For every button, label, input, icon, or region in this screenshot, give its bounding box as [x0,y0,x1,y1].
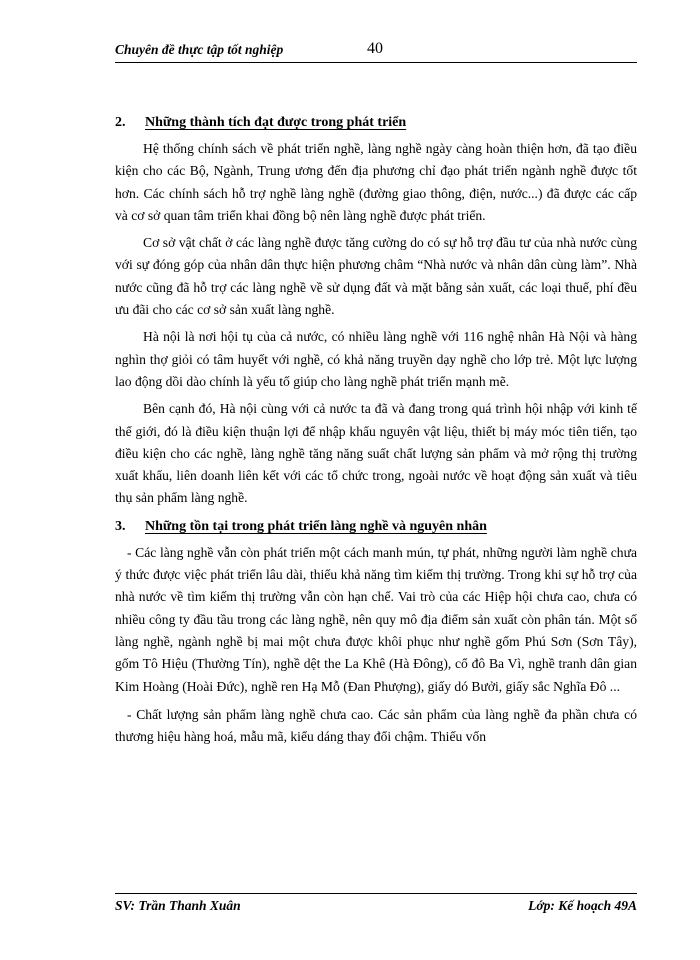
section-2-paragraph: Hà nội là nơi hội tụ của cả nước, có nhiều làng nghề với 116 nghệ nhân Hà Nội và hàng nghìn thợ giỏi có tâm huyết với nghề, có khả năng truyền dạy nghề cho lớp trẻ. Một lực lượng lao động dồi dào chính là yếu tố giúp cho làng nghề phát triển mạnh mẽ. [115,329,637,389]
footer-class: Lớp: Kế hoạch 49A [528,898,637,913]
section-3-title: Những tồn tại trong phát triển làng nghề và nguyên nhân [145,518,487,534]
section-2-paragraph: Bên cạnh đó, Hà nội cùng với cả nước ta đã và đang trong quá trình hội nhập với kinh tế thế giới, đó là điều kiện thuận lợi để nhập khẩu nguyên vật liệu, thiết bị máy móc tiên tiến, tạo điều kiện cho các nghề, làng nghề tăng năng suất chất lượng sản phẩm và mở rộng thị trường xuất khẩu, liên doanh liên kết với các tổ chức trong, ngoài nước về hoạt động sản xuất và tiêu thụ sản phẩm làng nghề. [115,401,637,506]
section-2-title: Những thành tích đạt được trong phát triển [145,115,407,130]
section-3-heading [115,516,637,538]
section-2-number: 2. [115,115,126,130]
header-title: Chuyên đề thực tập tốt nghiệp [115,42,284,57]
section-3-bullet: - Chất lượng sản phẩm làng nghề chưa cao. Các sản phẩm của làng nghề đa phần chưa có thương hiệu hàng hoá, mẫu mã, kiểu dáng thay đổi chậm. Thiếu vốn [115,706,637,745]
footer-student-name: SV: Trần Thanh Xuân [115,898,241,913]
section-2-heading [115,112,637,134]
page-footer [115,893,637,916]
page-header [115,42,637,63]
section-2-paragraph: Cơ sở vật chất ở các làng nghề được tăng cường do có sự hỗ trợ đầu tư của nhà nước cùng với sự đóng góp của nhân dân thực hiện phương châm “Nhà nước và nhân dân cùng làm”. Nhà nước cũng đã hỗ trợ các làng nghề về sử dụng đất và mặt bằng sản xuất, các loại thuế, phí đều ưu đãi cho các cơ sở sản xuất làng nghề. [115,235,637,318]
section-2-paragraph: Hệ thống chính sách về phát triển nghề, làng nghề ngày càng hoàn thiện hơn, đã tạo điều kiện cho các Bộ, Ngành, Trung ương đến địa phương chỉ đạo phát triển ngành nghề được tốt hơn. Các chính sách hỗ trợ nghề làng nghề (đường giao thông, điện, nước...) đã được các cấp và cơ sở quan tâm triển khai đồng bộ nên làng nghề được phát triển. [115,141,637,223]
page-number: 40 [367,40,383,57]
page-body [115,112,637,748]
section-3-number: 3. [115,518,126,534]
section-3-bullet: - Các làng nghề vẫn còn phát triển một cách manh mún, tự phát, những người làm nghề chưa ý thức được việc phát triển lâu dài, thiếu khả năng tìm kiếm thị trường. Trong khi sự hỗ trợ của nhà nước về tìm kiếm thị trường vẫn còn hạn chế. Vai trò của các Hiệp hội chưa cao, chưa có nhiều công ty đầu tầu trong các làng nghề, nên quy mô địa điểm sản xuất còn phân tán. Một số làng nghề, ngành nghề bị mai một chưa được khôi phục như nghề gốm Phú Sơn (Sơn Tây), gốm Tô Hiệu (Thường Tín), nghề dệt the La Khê (Hà Đông), cổ đô Ba Vì, nghề tranh dân gian Kim Hoàng (Hoài Đức), nghề ren Hạ Mỗ (Đan Phượng), giấy dó Bưởi, giấy sắc Nghĩa Đô ... [115,544,637,694]
